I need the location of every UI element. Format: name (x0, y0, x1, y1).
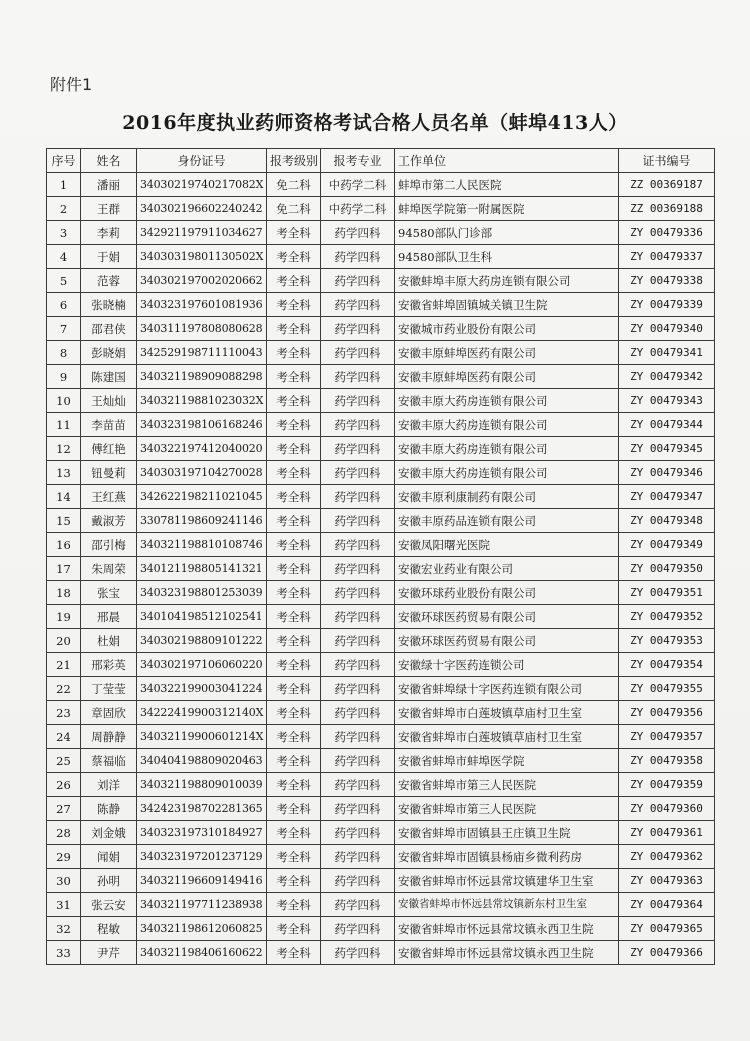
cell-seq: 17 (47, 557, 81, 581)
cell-seq: 3 (47, 221, 81, 245)
cell-id-number: 340323197601081936 (137, 293, 267, 317)
cell-work-unit: 安徽凤阳曙光医院 (395, 533, 619, 557)
cell-name: 王红燕 (81, 485, 137, 509)
table-row (47, 821, 715, 845)
cell-cert-number: ZY 00479346 (619, 461, 715, 485)
cell-major: 药学四科 (321, 341, 395, 365)
cell-seq: 27 (47, 797, 81, 821)
table-row (47, 893, 715, 917)
cell-work-unit: 安徽省蚌埠市蚌埠医学院 (395, 749, 619, 773)
cell-name: 王群 (81, 197, 137, 221)
cell-id-number: 340303197104270028 (137, 461, 267, 485)
cell-id-number: 34032119881023032X (137, 389, 267, 413)
cell-level: 考全科 (267, 653, 321, 677)
cell-work-unit: 安徽省蚌埠市怀远县常坟镇永西卫生院 (395, 941, 619, 965)
cell-id-number: 340321198810108746 (137, 533, 267, 557)
cell-name: 戴淑芳 (81, 509, 137, 533)
table-row (47, 677, 715, 701)
cell-name: 范蓉 (81, 269, 137, 293)
cell-major: 中药学二科 (321, 197, 395, 221)
cell-level: 考全科 (267, 437, 321, 461)
header-level: 报考级别 (267, 149, 321, 173)
table-row (47, 869, 715, 893)
cell-level: 考全科 (267, 869, 321, 893)
cell-seq: 9 (47, 365, 81, 389)
qualified-personnel-table (46, 148, 715, 965)
table-row (47, 365, 715, 389)
cell-level: 考全科 (267, 701, 321, 725)
cell-level: 考全科 (267, 893, 321, 917)
cell-level: 考全科 (267, 557, 321, 581)
table-row (47, 533, 715, 557)
cell-cert-number: ZY 00479349 (619, 533, 715, 557)
cell-cert-number: ZY 00479362 (619, 845, 715, 869)
cell-level: 考全科 (267, 941, 321, 965)
header-cert: 证书编号 (619, 149, 715, 173)
cell-id-number: 340104198512102541 (137, 605, 267, 629)
cell-major: 药学四科 (321, 293, 395, 317)
cell-name: 刘洋 (81, 773, 137, 797)
cell-level: 考全科 (267, 605, 321, 629)
cell-name: 邵引梅 (81, 533, 137, 557)
cell-level: 考全科 (267, 917, 321, 941)
cell-work-unit: 安徽省蚌埠市固镇县杨庙乡微利药房 (395, 845, 619, 869)
cell-id-number: 340311197808080628 (137, 317, 267, 341)
cell-major: 药学四科 (321, 389, 395, 413)
cell-name: 陈静 (81, 797, 137, 821)
cell-major: 药学四科 (321, 605, 395, 629)
cell-major: 中药学二科 (321, 173, 395, 197)
table-row (47, 245, 715, 269)
table-row (47, 581, 715, 605)
cell-major: 药学四科 (321, 485, 395, 509)
table-row (47, 341, 715, 365)
cell-id-number: 34222419900312140X (137, 701, 267, 725)
cell-name: 王灿灿 (81, 389, 137, 413)
cell-seq: 6 (47, 293, 81, 317)
cell-level: 考全科 (267, 485, 321, 509)
table-row (47, 605, 715, 629)
cell-seq: 10 (47, 389, 81, 413)
cell-seq: 2 (47, 197, 81, 221)
cell-level: 考全科 (267, 317, 321, 341)
header-unit: 工作单位 (395, 149, 619, 173)
cell-cert-number: ZY 00479338 (619, 269, 715, 293)
cell-work-unit: 安徽省蚌埠市白莲坡镇草庙村卫生室 (395, 701, 619, 725)
cell-seq: 21 (47, 653, 81, 677)
cell-cert-number: ZY 00479358 (619, 749, 715, 773)
cell-name: 孙明 (81, 869, 137, 893)
cell-major: 药学四科 (321, 797, 395, 821)
cell-name: 陈建国 (81, 365, 137, 389)
cell-work-unit: 安徽蚌埠丰原大药房连锁有限公司 (395, 269, 619, 293)
cell-id-number: 340321198809010039 (137, 773, 267, 797)
table-row (47, 461, 715, 485)
cell-level: 免二科 (267, 197, 321, 221)
cell-id-number: 340321196609149416 (137, 869, 267, 893)
cell-level: 考全科 (267, 581, 321, 605)
header-id: 身份证号 (137, 149, 267, 173)
cell-level: 考全科 (267, 749, 321, 773)
cell-work-unit: 安徽丰原利康制药有限公司 (395, 485, 619, 509)
cell-seq: 14 (47, 485, 81, 509)
cell-seq: 22 (47, 677, 81, 701)
cell-work-unit: 94580部队门诊部 (395, 221, 619, 245)
cell-major: 药学四科 (321, 701, 395, 725)
cell-id-number: 340323197201237129 (137, 845, 267, 869)
table-row (47, 269, 715, 293)
cell-level: 考全科 (267, 509, 321, 533)
cell-level: 考全科 (267, 245, 321, 269)
cell-name: 彭晓娟 (81, 341, 137, 365)
cell-seq: 16 (47, 533, 81, 557)
cell-major: 药学四科 (321, 869, 395, 893)
cell-work-unit: 安徽丰原大药房连锁有限公司 (395, 413, 619, 437)
cell-id-number: 34030319801130502X (137, 245, 267, 269)
cell-name: 邢彩英 (81, 653, 137, 677)
cell-level: 考全科 (267, 797, 321, 821)
cell-major: 药学四科 (321, 893, 395, 917)
cell-level: 考全科 (267, 413, 321, 437)
cell-level: 考全科 (267, 821, 321, 845)
cell-name: 蔡福临 (81, 749, 137, 773)
cell-name: 傅红艳 (81, 437, 137, 461)
cell-cert-number: ZY 00479336 (619, 221, 715, 245)
table-body (47, 173, 715, 965)
cell-major: 药学四科 (321, 509, 395, 533)
cell-seq: 15 (47, 509, 81, 533)
cell-name: 闻娟 (81, 845, 137, 869)
cell-seq: 23 (47, 701, 81, 725)
cell-seq: 26 (47, 773, 81, 797)
cell-major: 药学四科 (321, 413, 395, 437)
table-row (47, 557, 715, 581)
cell-work-unit: 安徽丰原蚌埠医药有限公司 (395, 341, 619, 365)
cell-level: 免二科 (267, 173, 321, 197)
cell-cert-number: ZY 00479347 (619, 485, 715, 509)
cell-major: 药学四科 (321, 557, 395, 581)
cell-id-number: 340321198909088298 (137, 365, 267, 389)
cell-id-number: 330781198609241146 (137, 509, 267, 533)
table-row (47, 485, 715, 509)
cell-cert-number: ZY 00479342 (619, 365, 715, 389)
cell-work-unit: 安徽省蚌埠市怀远县常坟镇新东村卫生室 (395, 893, 619, 917)
cell-seq: 29 (47, 845, 81, 869)
cell-cert-number: ZY 00479351 (619, 581, 715, 605)
cell-id-number: 340302196602240242 (137, 197, 267, 221)
cell-major: 药学四科 (321, 269, 395, 293)
cell-level: 考全科 (267, 461, 321, 485)
cell-cert-number: ZY 00479340 (619, 317, 715, 341)
table-row (47, 701, 715, 725)
cell-work-unit: 安徽环球医药贸易有限公司 (395, 629, 619, 653)
table-row (47, 509, 715, 533)
cell-work-unit: 安徽环球医药贸易有限公司 (395, 605, 619, 629)
table-row (47, 173, 715, 197)
cell-cert-number: ZY 00479360 (619, 797, 715, 821)
cell-id-number: 340321198612060825 (137, 917, 267, 941)
cell-name: 李苗苗 (81, 413, 137, 437)
cell-name: 丁莹莹 (81, 677, 137, 701)
header-seq: 序号 (47, 149, 81, 173)
cell-name: 杜娟 (81, 629, 137, 653)
table-row (47, 917, 715, 941)
cell-cert-number: ZY 00479356 (619, 701, 715, 725)
cell-cert-number: ZY 00479354 (619, 653, 715, 677)
cell-level: 考全科 (267, 269, 321, 293)
cell-seq: 31 (47, 893, 81, 917)
table-row (47, 941, 715, 965)
cell-work-unit: 安徽绿十字医药连锁公司 (395, 653, 619, 677)
cell-cert-number: ZZ 00369187 (619, 173, 715, 197)
cell-seq: 32 (47, 917, 81, 941)
cell-cert-number: ZY 00479355 (619, 677, 715, 701)
cell-major: 药学四科 (321, 365, 395, 389)
cell-level: 考全科 (267, 533, 321, 557)
cell-major: 药学四科 (321, 245, 395, 269)
cell-cert-number: ZY 00479361 (619, 821, 715, 845)
cell-level: 考全科 (267, 293, 321, 317)
cell-major: 药学四科 (321, 941, 395, 965)
cell-name: 张宝 (81, 581, 137, 605)
cell-name: 程敏 (81, 917, 137, 941)
table-row (47, 629, 715, 653)
cell-name: 邵君侠 (81, 317, 137, 341)
cell-id-number: 340322199003041224 (137, 677, 267, 701)
cell-major: 药学四科 (321, 461, 395, 485)
cell-major: 药学四科 (321, 629, 395, 653)
cell-cert-number: ZY 00479357 (619, 725, 715, 749)
cell-name: 钮曼莉 (81, 461, 137, 485)
cell-seq: 24 (47, 725, 81, 749)
cell-work-unit: 安徽丰原大药房连锁有限公司 (395, 461, 619, 485)
cell-level: 考全科 (267, 629, 321, 653)
cell-level: 考全科 (267, 845, 321, 869)
cell-seq: 18 (47, 581, 81, 605)
table-row (47, 749, 715, 773)
cell-seq: 8 (47, 341, 81, 365)
table-row (47, 773, 715, 797)
cell-id-number: 340322197412040020 (137, 437, 267, 461)
cell-level: 考全科 (267, 389, 321, 413)
cell-cert-number: ZY 00479341 (619, 341, 715, 365)
cell-name: 潘丽 (81, 173, 137, 197)
cell-id-number: 342423198702281365 (137, 797, 267, 821)
cell-work-unit: 安徽省蚌埠固镇城关镇卫生院 (395, 293, 619, 317)
cell-cert-number: ZY 00479366 (619, 941, 715, 965)
cell-level: 考全科 (267, 221, 321, 245)
cell-name: 刘金娥 (81, 821, 137, 845)
cell-work-unit: 安徽省蚌埠市白莲坡镇草庙村卫生室 (395, 725, 619, 749)
cell-seq: 13 (47, 461, 81, 485)
cell-work-unit: 安徽省蚌埠市第三人民医院 (395, 797, 619, 821)
cell-level: 考全科 (267, 677, 321, 701)
cell-work-unit: 蚌埠市第二人民医院 (395, 173, 619, 197)
table-row (47, 797, 715, 821)
cell-id-number: 340302198809101222 (137, 629, 267, 653)
cell-cert-number: ZZ 00369188 (619, 197, 715, 221)
cell-work-unit: 安徽省蚌埠绿十字医药连锁有限公司 (395, 677, 619, 701)
table-row (47, 725, 715, 749)
cell-name: 张云安 (81, 893, 137, 917)
cell-major: 药学四科 (321, 725, 395, 749)
cell-cert-number: ZY 00479352 (619, 605, 715, 629)
cell-id-number: 34030219740217082X (137, 173, 267, 197)
cell-name: 周静静 (81, 725, 137, 749)
cell-name: 尹芹 (81, 941, 137, 965)
cell-id-number: 340323197310184927 (137, 821, 267, 845)
cell-work-unit: 安徽城市药业股份有限公司 (395, 317, 619, 341)
cell-cert-number: ZY 00479365 (619, 917, 715, 941)
cell-id-number: 340323198801253039 (137, 581, 267, 605)
cell-major: 药学四科 (321, 317, 395, 341)
cell-major: 药学四科 (321, 581, 395, 605)
cell-id-number: 342921197911034627 (137, 221, 267, 245)
cell-id-number: 340302197002020662 (137, 269, 267, 293)
cell-name: 朱周荣 (81, 557, 137, 581)
cell-work-unit: 安徽丰原药品连锁有限公司 (395, 509, 619, 533)
table-row (47, 653, 715, 677)
cell-seq: 25 (47, 749, 81, 773)
cell-seq: 7 (47, 317, 81, 341)
cell-name: 于娟 (81, 245, 137, 269)
cell-major: 药学四科 (321, 917, 395, 941)
cell-major: 药学四科 (321, 749, 395, 773)
cell-major: 药学四科 (321, 845, 395, 869)
cell-work-unit: 安徽宏业药业有限公司 (395, 557, 619, 581)
cell-seq: 4 (47, 245, 81, 269)
cell-work-unit: 安徽环球药业股份有限公司 (395, 581, 619, 605)
table-row (47, 845, 715, 869)
cell-id-number: 34032119900601214X (137, 725, 267, 749)
cell-major: 药学四科 (321, 437, 395, 461)
cell-level: 考全科 (267, 341, 321, 365)
cell-major: 药学四科 (321, 221, 395, 245)
header-name: 姓名 (81, 149, 137, 173)
cell-work-unit: 94580部队卫生科 (395, 245, 619, 269)
cell-major: 药学四科 (321, 773, 395, 797)
cell-seq: 33 (47, 941, 81, 965)
cell-id-number: 340321197711238938 (137, 893, 267, 917)
cell-name: 张晓楠 (81, 293, 137, 317)
cell-major: 药学四科 (321, 821, 395, 845)
cell-work-unit: 安徽丰原大药房连锁有限公司 (395, 389, 619, 413)
cell-work-unit: 安徽丰原蚌埠医药有限公司 (395, 365, 619, 389)
cell-work-unit: 安徽省蚌埠市怀远县常坟镇永西卫生院 (395, 917, 619, 941)
cell-work-unit: 安徽省蚌埠市固镇县王庄镇卫生院 (395, 821, 619, 845)
cell-seq: 19 (47, 605, 81, 629)
cell-seq: 12 (47, 437, 81, 461)
cell-work-unit: 安徽省蚌埠市第三人民医院 (395, 773, 619, 797)
attachment-label: 附件1 (50, 75, 93, 94)
cell-major: 药学四科 (321, 653, 395, 677)
cell-id-number: 340404198809020463 (137, 749, 267, 773)
header-major: 报考专业 (321, 149, 395, 173)
cell-id-number: 340323198106168246 (137, 413, 267, 437)
cell-seq: 5 (47, 269, 81, 293)
cell-level: 考全科 (267, 725, 321, 749)
cell-cert-number: ZY 00479353 (619, 629, 715, 653)
cell-id-number: 340302197106060220 (137, 653, 267, 677)
cell-level: 考全科 (267, 773, 321, 797)
cell-work-unit: 安徽丰原大药房连锁有限公司 (395, 437, 619, 461)
cell-seq: 28 (47, 821, 81, 845)
table-row (47, 197, 715, 221)
cell-id-number: 342529198711110043 (137, 341, 267, 365)
cell-level: 考全科 (267, 365, 321, 389)
cell-name: 李莉 (81, 221, 137, 245)
cell-seq: 1 (47, 173, 81, 197)
cell-cert-number: ZY 00479343 (619, 389, 715, 413)
cell-cert-number: ZY 00479364 (619, 893, 715, 917)
cell-cert-number: ZY 00479359 (619, 773, 715, 797)
table-row (47, 293, 715, 317)
table-row (47, 221, 715, 245)
cell-seq: 11 (47, 413, 81, 437)
cell-cert-number: ZY 00479345 (619, 437, 715, 461)
table-row (47, 413, 715, 437)
cell-id-number: 342622198211021045 (137, 485, 267, 509)
table-row (47, 437, 715, 461)
cell-major: 药学四科 (321, 533, 395, 557)
cell-cert-number: ZY 00479339 (619, 293, 715, 317)
table-header-row (47, 149, 715, 173)
cell-work-unit: 安徽省蚌埠市怀远县常坟镇建华卫生室 (395, 869, 619, 893)
cell-seq: 20 (47, 629, 81, 653)
cell-work-unit: 蚌埠医学院第一附属医院 (395, 197, 619, 221)
cell-cert-number: ZY 00479344 (619, 413, 715, 437)
table-row (47, 317, 715, 341)
table-row (47, 389, 715, 413)
cell-major: 药学四科 (321, 677, 395, 701)
document-title: 2016年度执业药师资格考试合格人员名单（蚌埠413人） (122, 112, 628, 134)
cell-id-number: 340121198805141321 (137, 557, 267, 581)
cell-cert-number: ZY 00479348 (619, 509, 715, 533)
cell-name: 章固欣 (81, 701, 137, 725)
cell-id-number: 340321198406160622 (137, 941, 267, 965)
cell-cert-number: ZY 00479337 (619, 245, 715, 269)
cell-cert-number: ZY 00479350 (619, 557, 715, 581)
cell-name: 邢晨 (81, 605, 137, 629)
cell-seq: 30 (47, 869, 81, 893)
cell-cert-number: ZY 00479363 (619, 869, 715, 893)
